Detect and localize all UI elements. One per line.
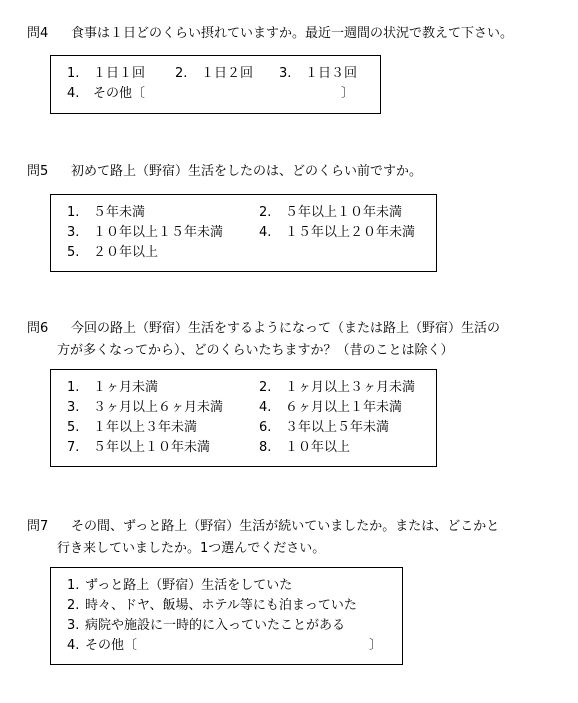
option-6[interactable]: 6. ３年以上５年未満 [259,420,390,435]
option-4[interactable]: 4. その他〔 [67,638,138,653]
answer-box [50,567,403,665]
option-7[interactable]: 7. ５年以上１０年未満 [67,440,211,455]
question-text: 食事は１日どのくらい摂れていますか。最近一週間の状況で教えて下さい。 [71,26,514,41]
option-1[interactable]: 1. ５年未満 [67,205,146,220]
option-5[interactable]: 5. ２０年以上 [67,245,159,260]
option-1[interactable]: 1. ずっと路上（野宿）生活をしていた [67,578,293,593]
option-2[interactable]: 2. 時々、ドヤ、飯場、ホテル等にも泊まっていた [67,598,357,613]
answer-box [50,194,437,272]
option-4-bracket-close: 〕 [369,638,383,653]
question-text-line-1: 今回の路上（野宿）生活をするようになって（または路上（野宿）生活の [71,321,501,336]
option-2[interactable]: 2. ５年以上１０年未満 [259,205,403,220]
question-number: 問6 [27,321,49,336]
option-3[interactable]: 3. 病院や施設に一時的に入っていたことがある [67,618,346,633]
option-3[interactable]: 3. ３ヶ月以上６ヶ月未満 [67,400,224,415]
question-number: 問4 [27,26,49,41]
answer-box [50,369,437,467]
question-number: 問7 [27,519,49,534]
answer-box [50,55,381,114]
question-text: 初めて路上（野宿）生活をしたのは、どのくらい前ですか。 [71,164,423,179]
option-4[interactable]: 4. その他〔 [67,86,146,101]
option-1[interactable]: 1. １日１回 [67,66,146,81]
option-8[interactable]: 8. １０年以上 [259,440,351,455]
option-5[interactable]: 5. １年以上３年未満 [67,420,198,435]
option-2[interactable]: 2. １ヶ月以上３ヶ月未満 [259,380,416,395]
option-4[interactable]: 4. ６ヶ月以上１年未満 [259,400,403,415]
option-3[interactable]: 3. １０年以上１５年未満 [67,225,224,240]
option-2[interactable]: 2. １日２回 [175,66,254,81]
question-text-line-2: 行き来していましたか。1つ選んでください。 [57,541,326,556]
option-3[interactable]: 3. １日３回 [279,66,358,81]
option-1[interactable]: 1. １ヶ月未満 [67,380,159,395]
question-text-line-2: 方が多くなってから）、どのくらいたちますか？（昔のことは除く） [57,343,454,358]
question-text-line-1: その間、ずっと路上（野宿）生活が続いていましたか。または、どこかと [71,519,500,534]
option-4-bracket-close: 〕 [341,86,355,101]
option-4[interactable]: 4. １５年以上２０年未満 [259,225,416,240]
question-number: 問5 [27,164,49,179]
